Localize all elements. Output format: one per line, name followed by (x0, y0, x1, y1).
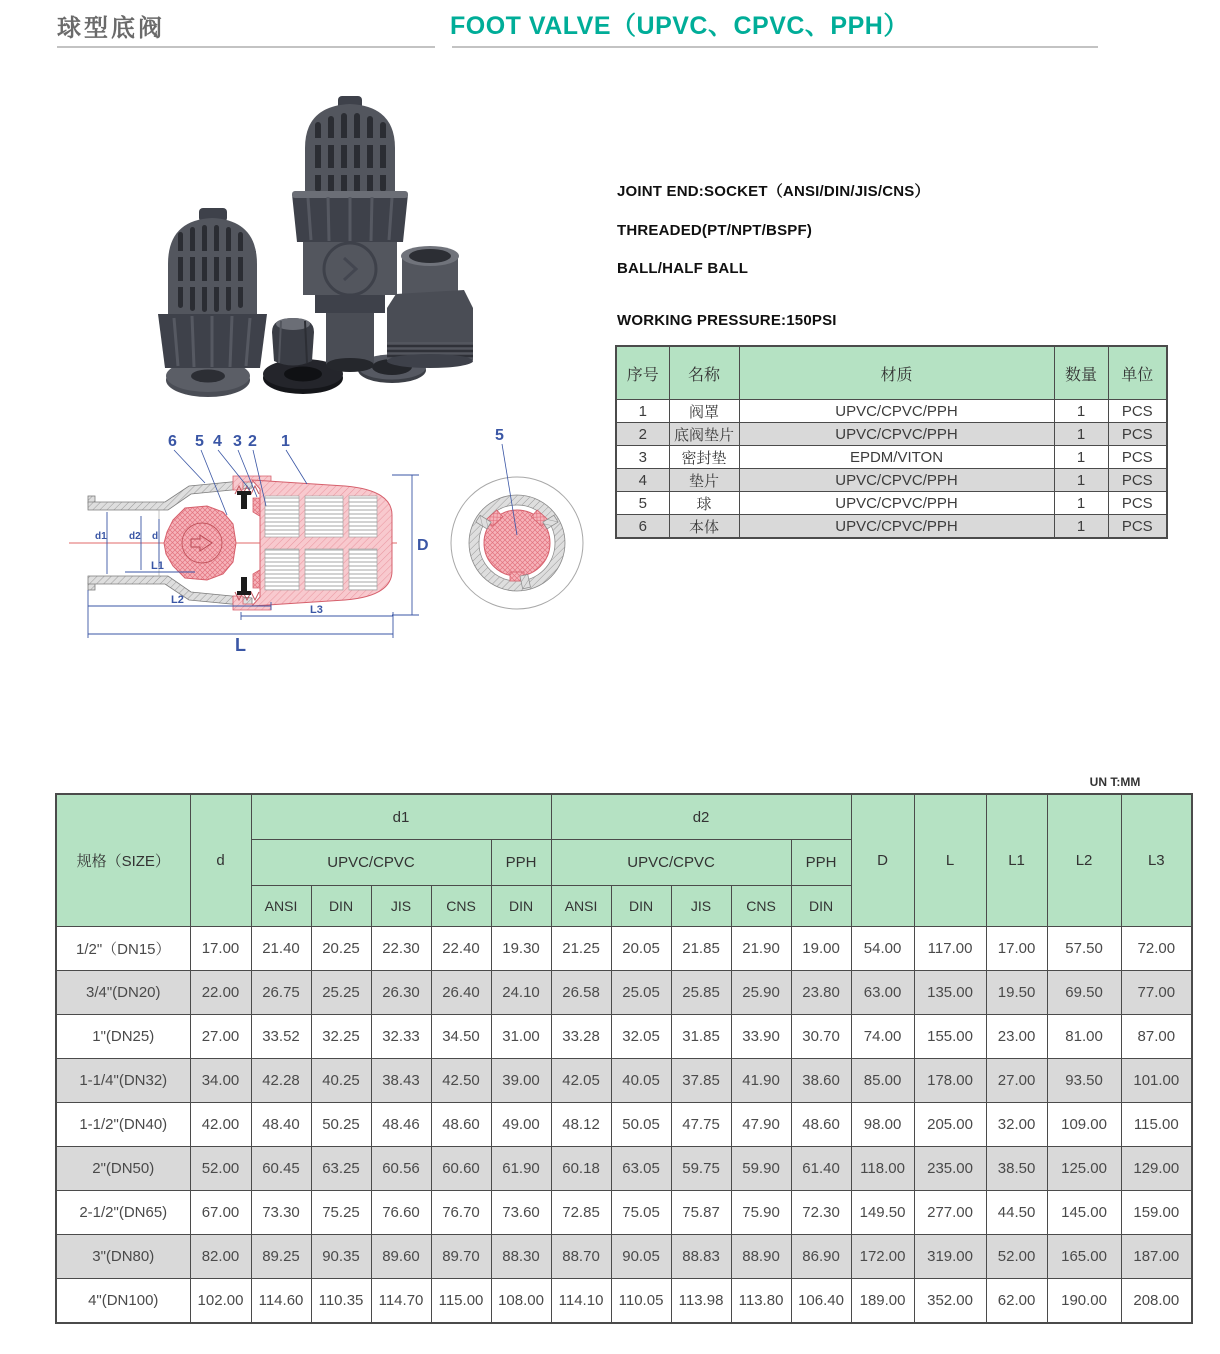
dim-size-cell: 2-1/2"(DN65) (56, 1191, 190, 1235)
dim-value-cell: 48.46 (371, 1103, 431, 1147)
dim-d1-pph: PPH (491, 840, 551, 886)
dim-value-cell: 22.00 (190, 971, 251, 1015)
dim-value-cell: 37.85 (671, 1059, 731, 1103)
parts-table-cell: 1 (1054, 400, 1108, 423)
dim-d1-jis: JIS (371, 886, 431, 927)
parts-table-cell: 1 (616, 400, 669, 423)
parts-table-cell: 3 (616, 446, 669, 469)
dim-col-size: 规格（SIZE） (56, 794, 190, 927)
dim-d2: d2 (129, 531, 141, 542)
dim-value-cell: 33.28 (551, 1015, 611, 1059)
dim-value-cell: 60.60 (431, 1147, 491, 1191)
dim-value-cell: 352.00 (914, 1279, 986, 1324)
dim-value-cell: 25.90 (731, 971, 791, 1015)
dim-size-cell: 1-1/4"(DN32) (56, 1059, 190, 1103)
dim-value-cell: 60.45 (251, 1147, 311, 1191)
spec-joint-end: JOINT END:SOCKET（ANSI/DIN/JIS/CNS） (617, 183, 930, 200)
dim-value-cell: 21.25 (551, 927, 611, 971)
dim-value-cell: 63.00 (851, 971, 914, 1015)
dim-value-cell: 59.75 (671, 1147, 731, 1191)
dim-value-cell: 114.70 (371, 1279, 431, 1324)
dim-value-cell: 155.00 (914, 1015, 986, 1059)
dim-value-cell: 93.50 (1047, 1059, 1121, 1103)
parts-table-header-row (616, 346, 1167, 400)
dim-col-L2: L2 (1047, 794, 1121, 927)
dim-value-cell: 34.50 (431, 1015, 491, 1059)
parts-table-cell: 6 (616, 515, 669, 539)
dim-value-cell: 82.00 (190, 1235, 251, 1279)
dim-value-cell: 165.00 (1047, 1235, 1121, 1279)
dim-d2-cns: CNS (731, 886, 791, 927)
dim-value-cell: 73.60 (491, 1191, 551, 1235)
dim-value-cell: 31.00 (491, 1015, 551, 1059)
dim-value-cell: 40.25 (311, 1059, 371, 1103)
dim-value-cell: 113.80 (731, 1279, 791, 1324)
dim-value-cell: 26.75 (251, 971, 311, 1015)
dim-table-row (56, 927, 1192, 971)
dim-d: d (152, 531, 159, 542)
parts-table-cell: 阀罩 (669, 400, 739, 423)
dim-table-row (56, 1191, 1192, 1235)
callout-3: 3 (233, 433, 242, 450)
dim-d2-upvc-cpvc: UPVC/CPVC (551, 840, 791, 886)
dim-value-cell: 85.00 (851, 1059, 914, 1103)
dim-d1-din: DIN (311, 886, 371, 927)
dim-value-cell: 89.70 (431, 1235, 491, 1279)
parts-table-cell: 1 (1054, 423, 1108, 446)
dim-value-cell: 23.80 (791, 971, 851, 1015)
dim-value-cell: 89.60 (371, 1235, 431, 1279)
dim-value-cell: 114.10 (551, 1279, 611, 1324)
dim-value-cell: 110.05 (611, 1279, 671, 1324)
dim-size-cell: 4"(DN100) (56, 1279, 190, 1324)
parts-table-cell: PCS (1108, 400, 1167, 423)
dim-table-row (56, 1015, 1192, 1059)
parts-col-material: 材质 (739, 346, 1054, 400)
dim-value-cell: 21.40 (251, 927, 311, 971)
dim-value-cell: 47.75 (671, 1103, 731, 1147)
dim-L: L (235, 635, 246, 655)
dim-value-cell: 67.00 (190, 1191, 251, 1235)
parts-table-row (616, 469, 1167, 492)
dim-L2: L2 (171, 594, 184, 606)
dim-value-cell: 208.00 (1121, 1279, 1192, 1324)
parts-table-cell: 本体 (669, 515, 739, 539)
dim-group-d2: d2 (551, 794, 851, 840)
dim-table-row (56, 1059, 1192, 1103)
dim-value-cell: 39.00 (491, 1059, 551, 1103)
parts-table-cell: 1 (1054, 446, 1108, 469)
dim-size-cell: 1"(DN25) (56, 1015, 190, 1059)
dim-value-cell: 63.05 (611, 1147, 671, 1191)
dim-value-cell: 110.35 (311, 1279, 371, 1324)
dim-value-cell: 38.60 (791, 1059, 851, 1103)
callout-2: 2 (248, 433, 257, 450)
product-photo (100, 78, 600, 423)
dim-value-cell: 159.00 (1121, 1191, 1192, 1235)
dim-table-row (56, 1279, 1192, 1324)
dim-value-cell: 88.70 (551, 1235, 611, 1279)
dim-value-cell: 38.50 (986, 1147, 1047, 1191)
parts-table-cell: EPDM/VITON (739, 446, 1054, 469)
dim-size-cell: 2"(DN50) (56, 1147, 190, 1191)
dim-d2-pph-din: DIN (791, 886, 851, 927)
dim-value-cell: 31.85 (671, 1015, 731, 1059)
parts-table-cell: 1 (1054, 515, 1108, 539)
dim-value-cell: 41.90 (731, 1059, 791, 1103)
dim-value-cell: 25.85 (671, 971, 731, 1015)
dim-value-cell: 172.00 (851, 1235, 914, 1279)
dim-value-cell: 109.00 (1047, 1103, 1121, 1147)
dim-value-cell: 189.00 (851, 1279, 914, 1324)
parts-table-cell: 2 (616, 423, 669, 446)
dim-value-cell: 48.60 (791, 1103, 851, 1147)
page-title-en: FOOT VALVE（UPVC、CPVC、PPH） (450, 12, 909, 40)
dim-value-cell: 22.40 (431, 927, 491, 971)
dim-d2-ansi: ANSI (551, 886, 611, 927)
dim-value-cell: 27.00 (190, 1015, 251, 1059)
dim-d1-cns: CNS (431, 886, 491, 927)
dim-value-cell: 75.87 (671, 1191, 731, 1235)
dim-d1-pph-din: DIN (491, 886, 551, 927)
dim-header-row-1 (56, 794, 1192, 840)
dim-value-cell: 88.83 (671, 1235, 731, 1279)
dim-value-cell: 190.00 (1047, 1279, 1121, 1324)
dim-value-cell: 32.05 (611, 1015, 671, 1059)
dimension-table (55, 793, 1193, 1324)
parts-table (615, 345, 1168, 539)
dim-value-cell: 74.00 (851, 1015, 914, 1059)
dim-value-cell: 30.70 (791, 1015, 851, 1059)
dim-value-cell: 47.90 (731, 1103, 791, 1147)
dim-value-cell: 25.05 (611, 971, 671, 1015)
dim-value-cell: 113.98 (671, 1279, 731, 1324)
parts-table-cell: PCS (1108, 515, 1167, 539)
parts-table-cell: UPVC/CPVC/PPH (739, 423, 1054, 446)
dim-value-cell: 52.00 (190, 1147, 251, 1191)
parts-table-row (616, 492, 1167, 515)
dim-value-cell: 75.05 (611, 1191, 671, 1235)
parts-table-cell: PCS (1108, 423, 1167, 446)
dim-value-cell: 62.00 (986, 1279, 1047, 1324)
parts-col-no: 序号 (616, 346, 669, 400)
dim-value-cell: 102.00 (190, 1279, 251, 1324)
dim-value-cell: 44.50 (986, 1191, 1047, 1235)
dim-value-cell: 72.00 (1121, 927, 1192, 971)
dim-value-cell: 88.30 (491, 1235, 551, 1279)
dim-value-cell: 101.00 (1121, 1059, 1192, 1103)
dim-d1-ansi: ANSI (251, 886, 311, 927)
dim-value-cell: 48.40 (251, 1103, 311, 1147)
parts-table-cell: 4 (616, 469, 669, 492)
dim-D: D (417, 537, 429, 554)
dim-value-cell: 33.52 (251, 1015, 311, 1059)
dim-table-row (56, 1103, 1192, 1147)
dim-value-cell: 89.25 (251, 1235, 311, 1279)
dim-value-cell: 33.90 (731, 1015, 791, 1059)
end-view (451, 427, 583, 609)
dim-value-cell: 63.25 (311, 1147, 371, 1191)
dim-d2-jis: JIS (671, 886, 731, 927)
page-title-zh: 球型底阀 (57, 15, 165, 42)
dim-value-cell: 52.00 (986, 1235, 1047, 1279)
photo-fitting-right (387, 246, 473, 368)
dim-value-cell: 76.70 (431, 1191, 491, 1235)
dim-value-cell: 81.00 (1047, 1015, 1121, 1059)
dim-col-D: D (851, 794, 914, 927)
dim-value-cell: 50.25 (311, 1103, 371, 1147)
dim-value-cell: 115.00 (1121, 1103, 1192, 1147)
parts-table-row (616, 423, 1167, 446)
parts-table-cell: 底阀垫片 (669, 423, 739, 446)
dim-value-cell: 73.30 (251, 1191, 311, 1235)
parts-table-cell: UPVC/CPVC/PPH (739, 515, 1054, 539)
dim-value-cell: 277.00 (914, 1191, 986, 1235)
dim-value-cell: 26.58 (551, 971, 611, 1015)
dim-value-cell: 59.90 (731, 1147, 791, 1191)
parts-table-row (616, 400, 1167, 423)
dim-value-cell: 32.00 (986, 1103, 1047, 1147)
spec-ball: BALL/HALF BALL (617, 260, 749, 277)
dim-value-cell: 42.00 (190, 1103, 251, 1147)
dim-col-L: L (914, 794, 986, 927)
dim-value-cell: 319.00 (914, 1235, 986, 1279)
dim-value-cell: 54.00 (851, 927, 914, 971)
dim-value-cell: 17.00 (986, 927, 1047, 971)
spec-working-pressure: WORKING PRESSURE:150PSI (617, 312, 837, 329)
dim-value-cell: 117.00 (914, 927, 986, 971)
technical-drawing (55, 420, 615, 665)
dim-value-cell: 42.28 (251, 1059, 311, 1103)
dimension-table-body (56, 927, 1192, 1324)
dim-value-cell: 61.40 (791, 1147, 851, 1191)
header-rule-left (57, 46, 435, 48)
parts-table-cell: UPVC/CPVC/PPH (739, 492, 1054, 515)
callout-4: 4 (213, 433, 222, 450)
dim-value-cell: 178.00 (914, 1059, 986, 1103)
dim-d2-din: DIN (611, 886, 671, 927)
dim-value-cell: 145.00 (1047, 1191, 1121, 1235)
dim-value-cell: 106.40 (791, 1279, 851, 1324)
parts-table-cell: 1 (1054, 492, 1108, 515)
dim-value-cell: 75.25 (311, 1191, 371, 1235)
spec-threaded: THREADED(PT/NPT/BSPF) (617, 222, 813, 239)
dim-col-d: d (190, 794, 251, 927)
parts-table-row (616, 446, 1167, 469)
dim-value-cell: 87.00 (1121, 1015, 1192, 1059)
parts-table-cell: 1 (1054, 469, 1108, 492)
dim-value-cell: 49.00 (491, 1103, 551, 1147)
dim-d2-pph: PPH (791, 840, 851, 886)
dim-value-cell: 34.00 (190, 1059, 251, 1103)
dim-table-row (56, 971, 1192, 1015)
dim-value-cell: 118.00 (851, 1147, 914, 1191)
header-rule-right (452, 46, 1098, 48)
dim-value-cell: 50.05 (611, 1103, 671, 1147)
dim-value-cell: 32.25 (311, 1015, 371, 1059)
dim-value-cell: 205.00 (914, 1103, 986, 1147)
dim-value-cell: 23.00 (986, 1015, 1047, 1059)
dim-value-cell: 77.00 (1121, 971, 1192, 1015)
dim-group-d1: d1 (251, 794, 551, 840)
dim-value-cell: 149.50 (851, 1191, 914, 1235)
dim-value-cell: 25.25 (311, 971, 371, 1015)
parts-col-qty: 数量 (1054, 346, 1108, 400)
dim-value-cell: 235.00 (914, 1147, 986, 1191)
dim-value-cell: 48.12 (551, 1103, 611, 1147)
dim-value-cell: 42.05 (551, 1059, 611, 1103)
dim-value-cell: 20.25 (311, 927, 371, 971)
dim-value-cell: 86.90 (791, 1235, 851, 1279)
callout-1: 1 (281, 433, 290, 450)
dim-value-cell: 19.30 (491, 927, 551, 971)
parts-col-unit: 单位 (1108, 346, 1167, 400)
dim-value-cell: 125.00 (1047, 1147, 1121, 1191)
dim-value-cell: 19.50 (986, 971, 1047, 1015)
dim-value-cell: 38.43 (371, 1059, 431, 1103)
parts-table-cell: 球 (669, 492, 739, 515)
dim-value-cell: 69.50 (1047, 971, 1121, 1015)
photo-cap-small (272, 318, 314, 366)
dim-value-cell: 88.90 (731, 1235, 791, 1279)
dim-value-cell: 61.90 (491, 1147, 551, 1191)
parts-table-cell: 垫片 (669, 469, 739, 492)
parts-col-name: 名称 (669, 346, 739, 400)
photo-strainer-small (158, 208, 267, 368)
parts-table-cell: PCS (1108, 492, 1167, 515)
parts-table-row (616, 515, 1167, 539)
dim-value-cell: 40.05 (611, 1059, 671, 1103)
unit-note: UN T:MM (1089, 775, 1141, 789)
dim-value-cell: 48.60 (431, 1103, 491, 1147)
dim-value-cell: 108.00 (491, 1279, 551, 1324)
dim-value-cell: 42.50 (431, 1059, 491, 1103)
parts-table-cell: PCS (1108, 446, 1167, 469)
callout-5: 5 (195, 433, 204, 450)
dim-value-cell: 90.35 (311, 1235, 371, 1279)
dim-value-cell: 98.00 (851, 1103, 914, 1147)
dim-value-cell: 135.00 (914, 971, 986, 1015)
ball-section (164, 506, 236, 580)
dim-value-cell: 21.85 (671, 927, 731, 971)
dim-value-cell: 76.60 (371, 1191, 431, 1235)
dim-value-cell: 60.56 (371, 1147, 431, 1191)
dim-col-L1: L1 (986, 794, 1047, 927)
dim-size-cell: 3/4"(DN20) (56, 971, 190, 1015)
dim-value-cell: 60.18 (551, 1147, 611, 1191)
dim-value-cell: 57.50 (1047, 927, 1121, 971)
dim-size-cell: 1/2"（DN15） (56, 927, 190, 971)
dim-value-cell: 72.30 (791, 1191, 851, 1235)
dim-table-row (56, 1147, 1192, 1191)
dim-size-cell: 1-1/2"(DN40) (56, 1103, 190, 1147)
dim-table-row (56, 1235, 1192, 1279)
dim-d1: d1 (95, 531, 107, 542)
dim-L1: L1 (151, 560, 164, 572)
dim-value-cell: 17.00 (190, 927, 251, 971)
parts-table-cell: 5 (616, 492, 669, 515)
dim-value-cell: 26.30 (371, 971, 431, 1015)
parts-table-cell: PCS (1108, 469, 1167, 492)
dim-col-L3: L3 (1121, 794, 1192, 927)
parts-table-cell: UPVC/CPVC/PPH (739, 400, 1054, 423)
dim-value-cell: 129.00 (1121, 1147, 1192, 1191)
parts-table-cell: UPVC/CPVC/PPH (739, 469, 1054, 492)
callout-6: 6 (168, 433, 177, 450)
dim-value-cell: 187.00 (1121, 1235, 1192, 1279)
dim-value-cell: 26.40 (431, 971, 491, 1015)
parts-table-cell: 密封垫 (669, 446, 739, 469)
dim-value-cell: 24.10 (491, 971, 551, 1015)
dim-value-cell: 27.00 (986, 1059, 1047, 1103)
dim-value-cell: 22.30 (371, 927, 431, 971)
parts-table-body (616, 400, 1167, 539)
dim-value-cell: 32.33 (371, 1015, 431, 1059)
dim-value-cell: 72.85 (551, 1191, 611, 1235)
dim-size-cell: 3"(DN80) (56, 1235, 190, 1279)
dim-value-cell: 115.00 (431, 1279, 491, 1324)
dim-value-cell: 75.90 (731, 1191, 791, 1235)
dim-value-cell: 90.05 (611, 1235, 671, 1279)
dim-value-cell: 19.00 (791, 927, 851, 971)
dim-value-cell: 21.90 (731, 927, 791, 971)
dim-d1-upvc-cpvc: UPVC/CPVC (251, 840, 491, 886)
dim-value-cell: 114.60 (251, 1279, 311, 1324)
cage-section (252, 480, 392, 606)
end-view-callout-5: 5 (495, 427, 504, 444)
dim-value-cell: 20.05 (611, 927, 671, 971)
dim-L3: L3 (310, 604, 323, 616)
